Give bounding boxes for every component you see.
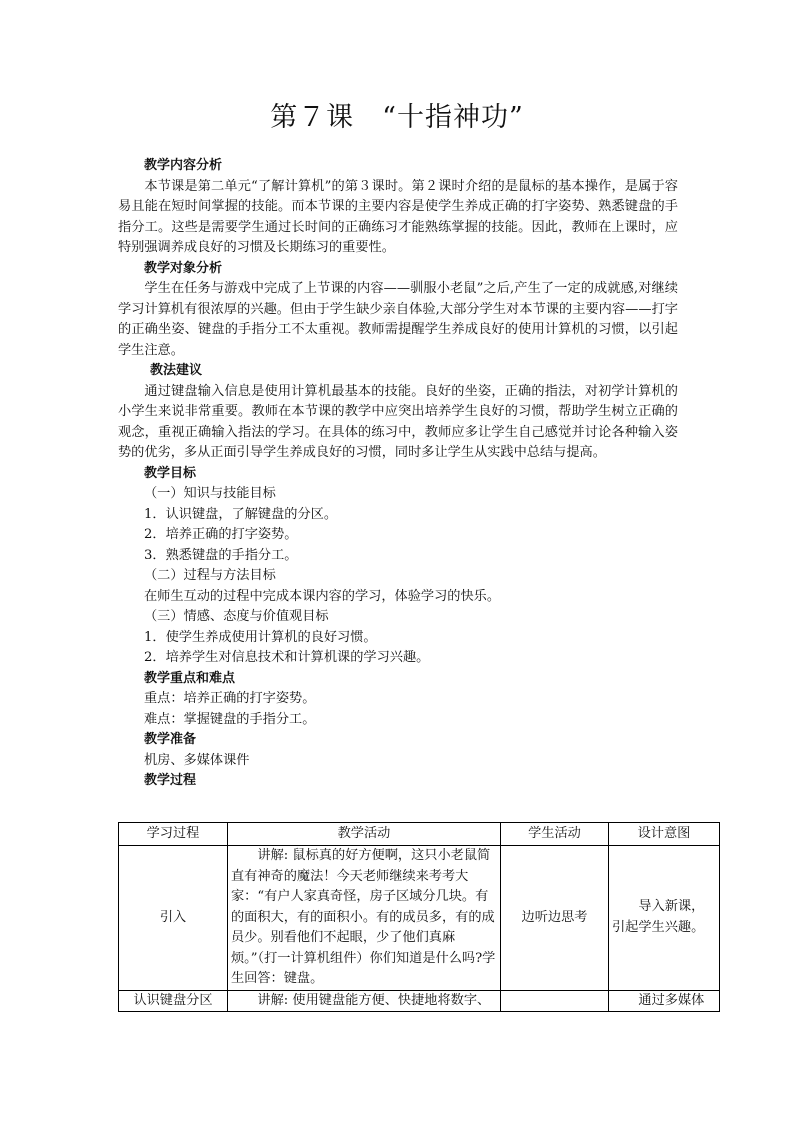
difficult-point: 难点：掌握键盘的手指分工。	[144, 711, 316, 727]
goal-item: 1．使学生养成使用计算机的良好习惯。	[144, 629, 377, 645]
lesson-body	[118, 156, 678, 792]
stage-cell: 引入	[119, 846, 228, 991]
activity-cell: 讲解: 使用键盘能方便、快捷地将数字、	[228, 990, 501, 1012]
table-row	[119, 990, 720, 1012]
key-point: 重点：培养正确的打字姿势。	[144, 691, 316, 706]
method-text: 通过键盘输入信息是使用计算机最基本的技能。良好的坐姿，正确的指法，对初学计算机的小学生来说非常重要。教师在本节课的教学中应突出培养学生良好的习惯，帮助学生树立正确的观念，重视正确输入指法的学习。在具体的练习中，教师应多让学生自己感觉并讨论各种输入姿势的优劣，多从正面引导学生养成良好的习惯，同时多让学生从实践中总结与提高。	[118, 383, 678, 460]
content-analysis-text: 本节课是第二单元“了解计算机”的第３课时。第２课时介绍的是鼠标的基本操作，是属于容易且能在短时间掌握的技能。而本节课的主要内容是使学生养成正确的打字姿势、熟悉键盘的手指分工。这些是需要学生通过长时间的正确练习才能熟练掌握的技能。因此，教师在上课时，应特别强调养成良好的习惯及长期练习的重要性。	[118, 178, 678, 255]
goal-item: 3．熟悉键盘的手指分工。	[144, 547, 298, 563]
process-heading: 教学过程	[144, 773, 197, 788]
goal-item: 2．培养正确的打字姿势。	[144, 527, 298, 542]
column-header: 设计意图	[609, 823, 720, 846]
column-header: 教学活动	[228, 823, 501, 846]
activity-cell: 讲解: 鼠标真的好方便啊，这只小老鼠简直有神奇的魔法！今天老师继续来考考大家：“有户人家真奇怪，房子区域分几块。有的面积大，有的面积小。有的成员多，有的成员少。别看他们不起眼，少了他们真麻烦。”（打一计算机组件）你们知道是什么吗?学生回答：键盘。	[228, 846, 501, 991]
goals-sub-3: （三）情感、态度与价值观目标	[144, 609, 329, 624]
goals-sub-1: （一）知识与技能目标	[144, 486, 276, 501]
key-points-heading: 教学重点和难点	[144, 670, 236, 686]
intent-cell: 导入新课，引起学生兴趣。	[609, 846, 720, 991]
method-heading: 教法建议	[150, 363, 203, 378]
preparation-text: 机房、多媒体课件	[144, 752, 250, 768]
goal-item: 2．培养学生对信息技术和计算机课的学习兴趣。	[144, 650, 430, 665]
student-cell: 边听边思考	[501, 846, 609, 991]
intent-cell: 通过多媒体	[609, 990, 720, 1012]
lesson-title: 第７课 “十指神功”	[270, 102, 524, 133]
goal-item: 1．认识键盘，了解键盘的分区。	[144, 506, 338, 522]
student-cell	[501, 990, 609, 1012]
stage-cell: 认识键盘分区	[119, 990, 228, 1012]
goals-text-2: 在师生互动的过程中完成本课内容的学习，体验学习的快乐。	[144, 588, 501, 604]
goals-heading: 教学目标	[144, 465, 197, 481]
process-table	[118, 822, 720, 1012]
content-analysis-heading: 教学内容分析	[144, 158, 223, 173]
table-header-row	[119, 823, 720, 846]
object-analysis-heading: 教学对象分析	[144, 260, 223, 276]
column-header: 学习过程	[119, 823, 228, 846]
column-header: 学生活动	[501, 823, 609, 846]
table-row	[119, 846, 720, 991]
preparation-heading: 教学准备	[144, 732, 197, 747]
goals-sub-2: （二）过程与方法目标	[144, 568, 276, 583]
object-analysis-text: 学生在任务与游戏中完成了上节课的内容——驯服小老鼠”之后,产生了一定的成就感,对继续学习计算机有很浓厚的兴趣。但由于学生缺少亲自体验,大部分学生对本节课的主要内容——打字的正确坐姿、键盘的手指分工不太重视。教师需提醒学生养成良好的使用计算机的习惯，以引起学生注意。	[118, 281, 678, 358]
